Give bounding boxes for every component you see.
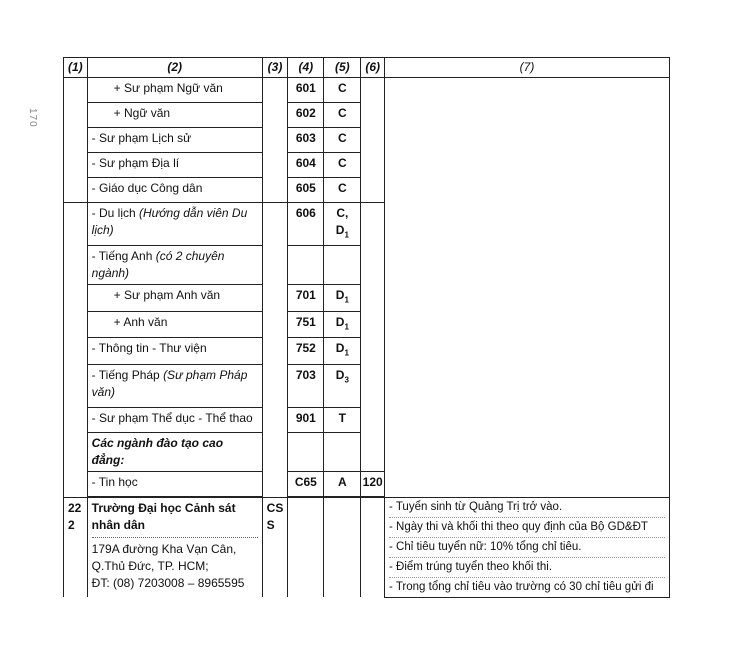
- major-name: - Tiếng Pháp (Sư phạm Pháp văn): [87, 364, 262, 407]
- major-code: 701: [288, 285, 324, 311]
- school-code-cell: [262, 78, 288, 203]
- note-item: - Tuyển sinh từ Quảng Trị trở vào.: [389, 498, 665, 518]
- school-number: 22 2: [64, 497, 88, 597]
- major-name: + Sư phạm Anh văn: [87, 285, 262, 311]
- major-code: 605: [288, 178, 324, 203]
- exam-block: $D_1$: [324, 338, 361, 364]
- college-heading: Các ngành đào tạo cao đẳng:: [87, 432, 262, 471]
- page-number: 170: [27, 108, 38, 128]
- school-code-cell: [262, 203, 288, 498]
- row-number-cell: [64, 78, 88, 203]
- header-col-2: (2): [87, 58, 262, 78]
- note-item: - Chỉ tiêu tuyển nữ: 10% tổng chỉ tiêu.: [389, 538, 665, 558]
- exam-block: $D_3$: [324, 364, 361, 407]
- major-code: 603: [288, 128, 324, 153]
- header-row: [64, 58, 670, 78]
- exam-block: $D_1$: [324, 285, 361, 311]
- exam-block: $D_1$: [324, 311, 361, 337]
- quota-cell: [361, 78, 385, 203]
- major-name: - Sư phạm Địa lí: [87, 153, 262, 178]
- exam-block: C: [324, 103, 361, 128]
- major-name: - Tin học: [87, 471, 262, 496]
- major-name: - Sư phạm Lịch sử: [87, 128, 262, 153]
- header-col-4: (4): [288, 58, 324, 78]
- school-phone: ĐT: (08) 7203008 – 8965595: [91, 575, 245, 590]
- school-code: CS S: [262, 497, 288, 597]
- major-name: - Du lịch (Hướng dẫn viên Du lịch): [87, 203, 262, 246]
- exam-block: [324, 432, 361, 471]
- major-code: 601: [288, 78, 324, 103]
- school-info: [87, 497, 262, 597]
- table-row: [64, 78, 670, 103]
- exam-block: C: [324, 128, 361, 153]
- exam-block: C: [324, 153, 361, 178]
- school-name: Trường Đại học Cảnh sát nhân dân: [92, 500, 258, 538]
- header-col-1: (1): [64, 58, 88, 78]
- college-quota: 120: [361, 471, 385, 496]
- major-code: [288, 432, 324, 471]
- major-code: 703: [288, 364, 324, 407]
- exam-block: [324, 246, 361, 285]
- major-code: 604: [288, 153, 324, 178]
- school-address: 179A đường Kha Vạn Cân, Q.Thủ Đức, TP. HCM;: [91, 541, 237, 573]
- note-item: - Ngày thi và khối thi theo quy định của Bộ GD&ĐT: [389, 518, 665, 538]
- major-code: 752: [288, 338, 324, 364]
- major-name: + Sư phạm Ngữ văn: [87, 78, 262, 103]
- school-row: [64, 497, 670, 597]
- major-code: 901: [288, 407, 324, 432]
- header-col-6: (6): [361, 58, 385, 78]
- header-col-5: (5): [324, 58, 361, 78]
- admissions-table: [63, 57, 670, 598]
- major-name: + Ngữ văn: [87, 103, 262, 128]
- major-name: - Tiếng Anh (có 2 chuyên ngành): [87, 246, 262, 285]
- major-name: + Anh văn: [87, 311, 262, 337]
- exam-block: T: [324, 407, 361, 432]
- major-code: 602: [288, 103, 324, 128]
- school-notes: [385, 497, 670, 597]
- row-number-cell: [64, 203, 88, 498]
- note-item: - Trong tổng chỉ tiêu vào trường có 30 chỉ tiêu gửi đi: [389, 580, 654, 593]
- major-name: - Sư phạm Thể dục - Thể thao: [87, 407, 262, 432]
- note-item: - Điểm trúng tuyển theo khối thi.: [389, 558, 665, 578]
- exam-block: C: [324, 178, 361, 203]
- major-code: C65: [288, 471, 324, 496]
- exam-block: C: [324, 78, 361, 103]
- header-col-7: (7): [385, 58, 670, 78]
- header-col-3: (3): [262, 58, 288, 78]
- major-name: - Thông tin - Thư viện: [87, 338, 262, 364]
- exam-block: A: [324, 471, 361, 496]
- major-code: [288, 246, 324, 285]
- major-code: 606: [288, 203, 324, 246]
- notes-cell: [385, 78, 670, 498]
- exam-block: C, $D_1$: [324, 203, 361, 246]
- quota-cell: [361, 203, 385, 472]
- major-code: 751: [288, 311, 324, 337]
- major-name: - Giáo dục Công dân: [87, 178, 262, 203]
